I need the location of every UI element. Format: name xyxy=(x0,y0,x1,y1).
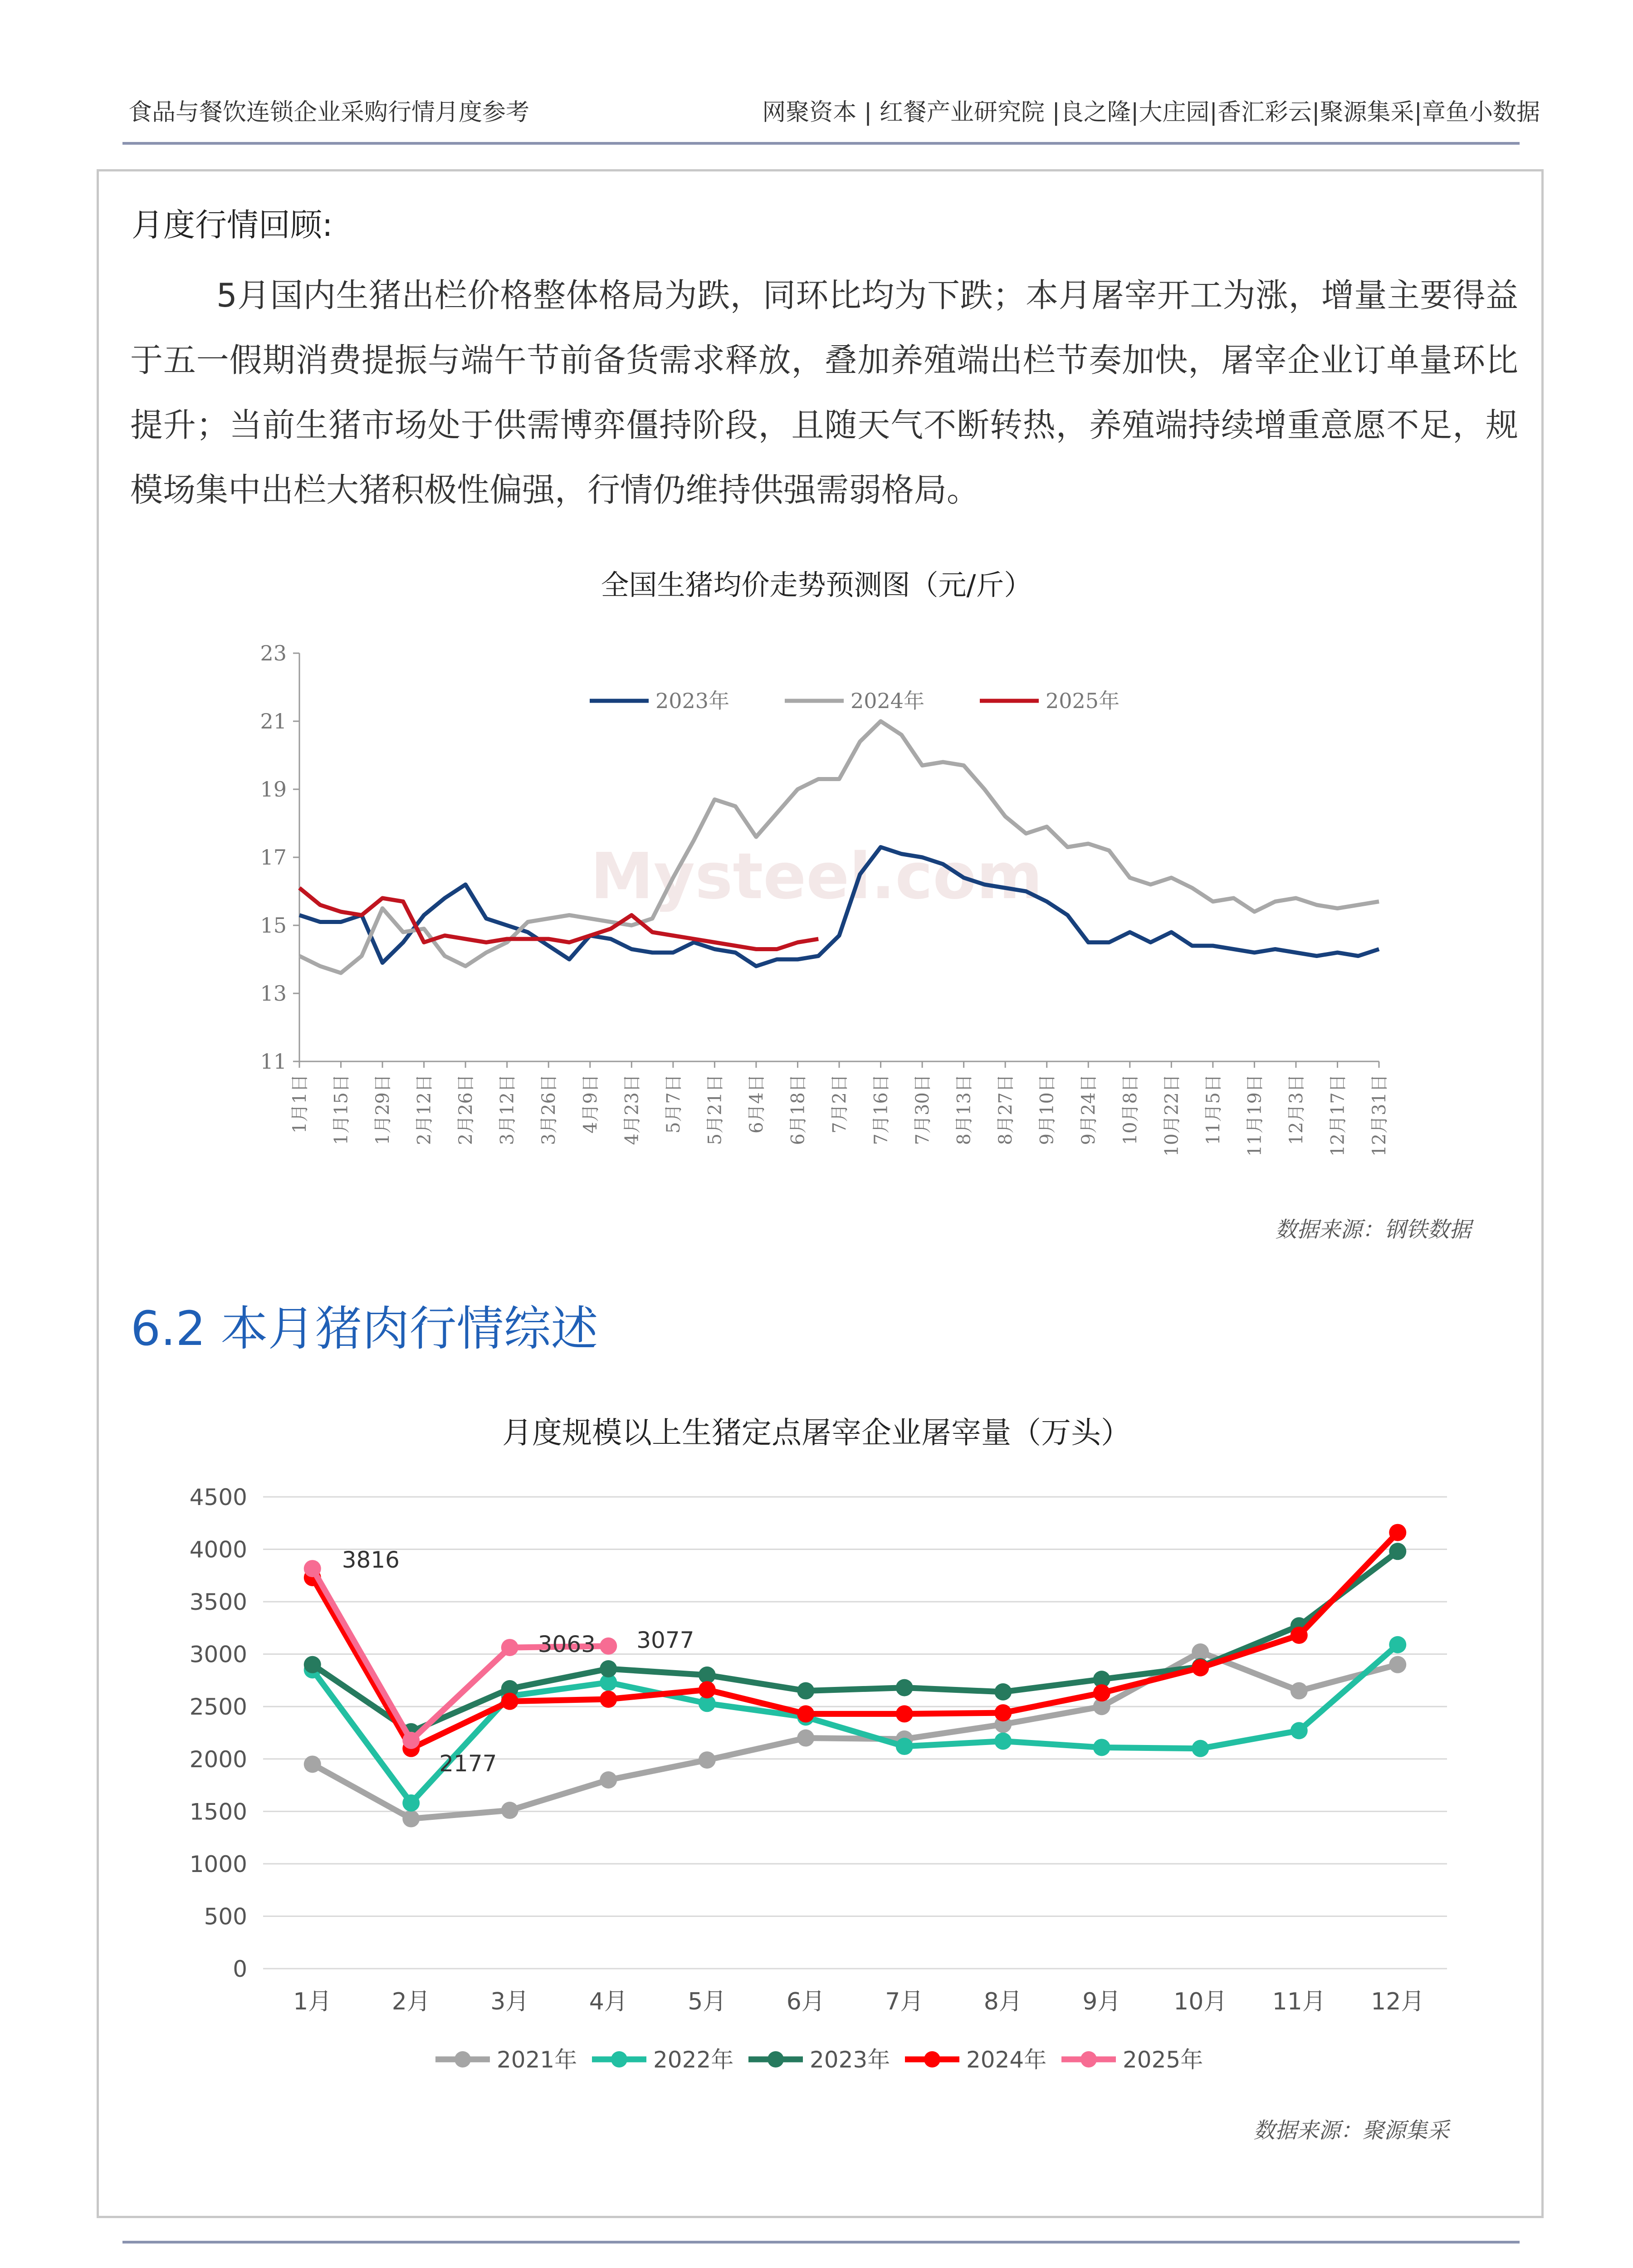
x-tick-label: 12月31日 xyxy=(1369,1074,1390,1157)
y-tick-label: 1000 xyxy=(189,1851,247,1877)
x-tick-label: 11月19日 xyxy=(1244,1074,1266,1157)
legend-label-2025年: 2025年 xyxy=(1046,689,1120,713)
data-point-2022年 xyxy=(1291,1722,1308,1739)
x-tick-label: 4月23日 xyxy=(621,1074,643,1145)
data-point-2024年 xyxy=(994,1704,1012,1721)
x-tick-label: 6月 xyxy=(786,1988,825,2015)
y-tick-label: 15 xyxy=(260,913,287,938)
y-tick-label: 19 xyxy=(260,777,287,802)
data-point-2024年 xyxy=(1389,1524,1406,1541)
slaughter-source: 数据来源：聚源集采 xyxy=(1253,2118,1449,2143)
data-point-2023年 xyxy=(1389,1543,1406,1560)
legend-label-2023年: 2023年 xyxy=(655,689,730,713)
data-point-2023年 xyxy=(699,1667,716,1684)
data-point-2024年 xyxy=(1093,1684,1110,1701)
x-tick-label: 7月2日 xyxy=(829,1074,850,1134)
data-point-2024年 xyxy=(501,1693,518,1710)
footer-divider xyxy=(122,2241,1520,2244)
data-point-2022年 xyxy=(1389,1636,1406,1653)
data-point-2025年 xyxy=(304,1560,321,1577)
x-tick-label: 8月13日 xyxy=(953,1074,975,1145)
data-point-2022年 xyxy=(896,1738,913,1755)
x-tick-label: 9月24日 xyxy=(1078,1074,1100,1145)
data-point-2022年 xyxy=(1192,1740,1209,1757)
legend-label-2024年: 2024年 xyxy=(851,689,925,713)
x-tick-label: 7月16日 xyxy=(870,1074,892,1145)
x-tick-label: 3月 xyxy=(490,1988,529,2015)
legend-marker-2021年 xyxy=(455,2051,471,2068)
y-tick-label: 4500 xyxy=(189,1484,247,1510)
data-point-2021年 xyxy=(797,1730,814,1747)
y-tick-label: 21 xyxy=(260,709,287,733)
y-tick-label: 1500 xyxy=(189,1799,247,1825)
x-tick-label: 10月8日 xyxy=(1120,1074,1141,1145)
legend-label-2021年: 2021年 xyxy=(497,2047,577,2073)
legend-marker-2025年 xyxy=(1081,2051,1097,2068)
data-point-2024年 xyxy=(600,1691,617,1708)
x-tick-label: 12月 xyxy=(1371,1988,1425,2015)
x-tick-label: 1月1日 xyxy=(289,1074,310,1134)
legend-marker-2024年 xyxy=(924,2051,940,2068)
section-heading: 6.2 本月猪肉行情综述 xyxy=(131,1301,598,1356)
data-point-2021年 xyxy=(501,1802,518,1819)
data-point-2023年 xyxy=(304,1656,321,1673)
data-point-2021年 xyxy=(699,1751,716,1769)
watermark: Mysteel.com xyxy=(590,840,1043,914)
page-header xyxy=(0,0,1633,150)
y-tick-label: 2000 xyxy=(189,1746,247,1773)
data-point-2025年 xyxy=(501,1639,518,1656)
legend-label-2025年: 2025年 xyxy=(1123,2047,1203,2073)
slaughter-volume-chart xyxy=(154,1465,1497,2096)
x-tick-label: 2月 xyxy=(391,1988,430,2015)
data-point-2023年 xyxy=(600,1660,617,1677)
x-tick-label: 10月 xyxy=(1173,1988,1227,2015)
data-point-2023年 xyxy=(797,1682,814,1700)
x-tick-label: 12月17日 xyxy=(1327,1074,1349,1157)
x-tick-label: 5月7日 xyxy=(663,1074,684,1134)
data-point-2024年 xyxy=(1291,1627,1308,1644)
data-point-2021年 xyxy=(1389,1656,1406,1673)
data-point-2025年 xyxy=(402,1732,420,1749)
legend-marker-2023年 xyxy=(768,2051,784,2068)
x-tick-label: 3月26日 xyxy=(538,1074,560,1145)
data-point-2021年 xyxy=(304,1755,321,1773)
x-tick-label: 1月15日 xyxy=(331,1074,352,1145)
y-tick-label: 11 xyxy=(260,1049,287,1074)
x-tick-label: 1月29日 xyxy=(372,1074,394,1145)
x-tick-label: 7月 xyxy=(885,1988,924,2015)
x-tick-label: 6月4日 xyxy=(746,1074,767,1134)
data-point-2022年 xyxy=(402,1794,420,1812)
data-label: 2177 xyxy=(439,1750,497,1777)
x-tick-label: 4月9日 xyxy=(580,1074,601,1134)
review-heading: 月度行情回顾: xyxy=(132,206,333,244)
x-tick-label: 1月 xyxy=(293,1988,332,2015)
review-paragraph: 5月国内生猪出栏价格整体格局为跌，同环比均为下跌；本月屠宰开工为涨，增量主要得益于五一假期消费提振与端午节前备货需求释放，叠加养殖端出栏节奏加快，屠宰企业订单量环比提升；当前生猪市场处于供需博弈僵持阶段，且随天气不断转热，养殖端持续增重意愿不足，规模场集中出栏大猪积极性偏强，行情仍维持供强需弱格局。 xyxy=(130,276,1518,509)
x-tick-label: 11月5日 xyxy=(1203,1074,1224,1145)
x-tick-label: 9月 xyxy=(1082,1988,1121,2015)
data-point-2024年 xyxy=(896,1705,913,1722)
x-tick-label: 2月12日 xyxy=(414,1074,435,1145)
x-tick-label: 5月 xyxy=(688,1988,727,2015)
data-point-2024年 xyxy=(699,1681,716,1698)
legend-label-2023年: 2023年 xyxy=(810,2047,890,2073)
hog-price-chart xyxy=(227,626,1433,1198)
x-tick-label: 6月18日 xyxy=(787,1074,809,1145)
x-tick-label: 7月30日 xyxy=(912,1074,934,1145)
x-tick-label: 8月 xyxy=(983,1988,1022,2015)
header-divider xyxy=(122,142,1520,145)
data-point-2021年 xyxy=(1291,1682,1308,1700)
data-point-2022年 xyxy=(994,1732,1012,1750)
y-tick-label: 3000 xyxy=(189,1641,247,1668)
data-point-2022年 xyxy=(1093,1739,1110,1756)
series-line-2023年 xyxy=(313,1551,1398,1732)
data-point-2021年 xyxy=(1192,1643,1209,1661)
report-title: 食品与餐饮连锁企业采购行情月度参考 xyxy=(128,99,530,126)
x-tick-label: 3月12日 xyxy=(497,1074,518,1145)
legend-label-2024年: 2024年 xyxy=(966,2047,1047,2073)
y-tick-label: 17 xyxy=(260,845,287,870)
data-point-2024年 xyxy=(1192,1659,1209,1677)
x-tick-label: 2月26日 xyxy=(455,1074,477,1145)
data-label: 3063 xyxy=(538,1631,596,1658)
slaughter-chart-title: 月度规模以上生猪定点屠宰企业屠宰量（万头） xyxy=(502,1415,1131,1450)
data-label: 3816 xyxy=(342,1547,400,1574)
x-tick-label: 11月 xyxy=(1272,1988,1326,2015)
y-tick-label: 500 xyxy=(204,1903,247,1930)
data-point-2021年 xyxy=(402,1810,420,1828)
y-tick-label: 2500 xyxy=(189,1694,247,1721)
data-point-2021年 xyxy=(600,1771,617,1789)
x-tick-label: 9月10日 xyxy=(1037,1074,1058,1145)
series-line-2024年 xyxy=(313,1533,1398,1749)
y-tick-label: 4000 xyxy=(189,1536,247,1563)
data-point-2025年 xyxy=(600,1637,617,1655)
hog-price-source: 数据来源：钢铁数据 xyxy=(1275,1217,1471,1242)
legend-marker-2022年 xyxy=(611,2051,627,2068)
y-tick-label: 3500 xyxy=(189,1589,247,1616)
partners-list: 网聚资本 | 红餐产业研究院 |良之隆|大庄园|香汇彩云|聚源集采|章鱼小数据 xyxy=(762,99,1540,126)
x-tick-label: 5月21日 xyxy=(704,1074,726,1145)
data-point-2023年 xyxy=(994,1683,1012,1701)
x-tick-label: 4月 xyxy=(589,1988,628,2015)
y-tick-label: 0 xyxy=(233,1956,247,1982)
hog-price-chart-title: 全国生猪均价走势预测图（元/斤） xyxy=(601,568,1032,601)
data-point-2024年 xyxy=(797,1705,814,1722)
x-tick-label: 10月22日 xyxy=(1161,1074,1183,1157)
x-tick-label: 12月3日 xyxy=(1286,1074,1307,1145)
data-label: 3077 xyxy=(636,1627,694,1653)
data-point-2023年 xyxy=(896,1679,913,1696)
x-tick-label: 8月27日 xyxy=(995,1074,1017,1145)
y-tick-label: 23 xyxy=(260,641,287,665)
y-tick-label: 13 xyxy=(260,981,287,1006)
legend-label-2022年: 2022年 xyxy=(653,2047,734,2073)
